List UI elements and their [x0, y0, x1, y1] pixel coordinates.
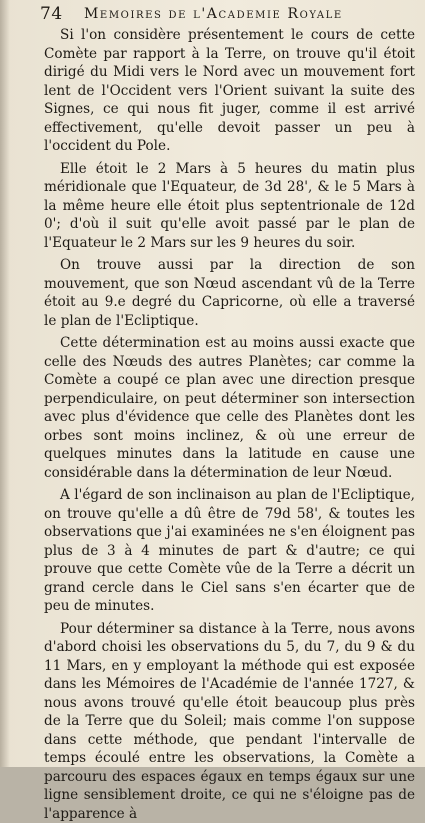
binding-shadow: [0, 0, 10, 767]
paragraph: Elle étoit le 2 Mars à 5 heures du matin plus méridionale que l'Equateur, de 3d 28', & le 5 Mars à la même heure elle étoit plus septentrionale de 12d 0'; d'où il suit qu'elle avoit passé par le plan de l'Equateur le 2 Mars sur les 9 heures du soir.: [44, 160, 415, 253]
paragraph: On trouve aussi par la direction de son mouvement, que son Nœud ascendant vû de la Terre étoit au 9.e degré du Capricorne, où elle a traversé le plan de l'Ecliptique.: [44, 256, 415, 330]
page-number: 74: [40, 4, 63, 24]
running-title: Memoires de l'Academie Royale: [84, 6, 343, 22]
paragraph: Pour déterminer sa distance à la Terre, nous avons d'abord choisi les observations du 5, du 7, du 9 & du 11 Mars, en y employant la méthode qui est exposée dans les Mémoires de l'Académie de l'année 1727, & nous avons trouvé qu'elle étoit beaucoup plus près de la Terre que du Soleil; mais comme l'on suppose dans cette méthode, que pendant l'intervalle de temps écoulé entre les observations, la Comète a parcouru des espaces égaux en temps égaux sur une ligne sensiblement droite, ce qui ne s'éloigne pas de l'apparence à: [44, 620, 415, 823]
page-header: [40, 2, 425, 28]
page-body: [44, 26, 415, 823]
paragraph: Si l'on considère présentement le cours de cette Comète par rapport à la Terre, on trouve qu'il étoit dirigé du Midi vers le Nord avec un mouvement fort lent de l'Occident vers l'Orient suivant la suite des Signes, ce qui nous fit juger, comme il est arrivé effectivement, qu'elle devoit passer un peu à l'occident du Pole.: [44, 26, 415, 156]
paragraph: Cette détermination est au moins aussi exacte que celle des Nœuds des autres Planètes; car comme la Comète a coupé ce plan avec une direction presque perpendiculaire, on peut déterminer son intersection avec plus d'évidence que celle des Planètes dont les orbes sont moins inclinez, & où une erreur de quelques minutes dans la latitude en cause une considérable dans la détermination de leur Nœud.: [44, 334, 415, 482]
paragraph: A l'égard de son inclinaison au plan de l'Ecliptique, on trouve qu'elle a dû être de 79d 58', & toutes les observations que j'ai examinées ne s'en éloignent pas plus de 3 à 4 minutes de part & d'autre; ce qui prouve que cette Comète vûe de la Terre a décrit un grand cercle dans le Ciel sans s'en écarter que de peu de minutes.: [44, 486, 415, 616]
